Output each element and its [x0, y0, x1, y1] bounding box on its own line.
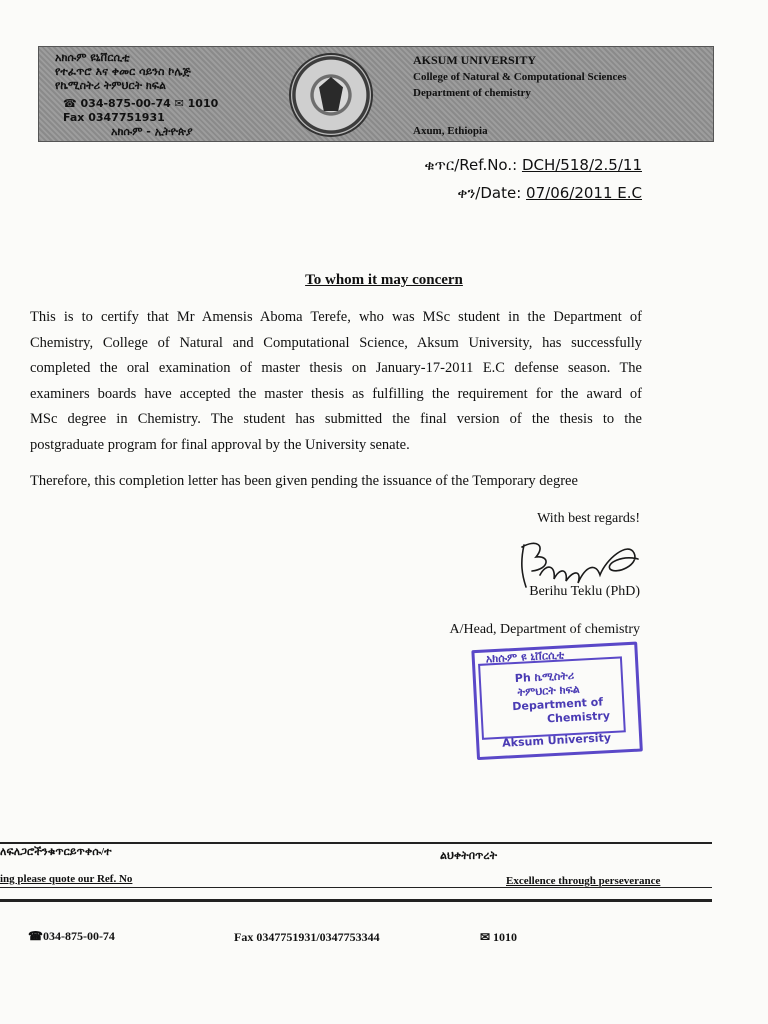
date-label: ቀን/Date: [457, 184, 522, 202]
paragraph-line: postgraduate program for final approval by the University senate. [30, 436, 410, 453]
stamp-line: Chemistry [546, 709, 611, 726]
footer-rule [0, 899, 712, 902]
completion-paragraph: Therefore, this completion letter has been given pending the issuance of the Temporary degree [30, 473, 578, 489]
letter-date [457, 184, 642, 202]
paragraph-line: examiners boards have accepted the master thesis as fulfilling the requirement for the award of [30, 385, 642, 402]
ref-value: DCH/518/2.5/11 [521, 156, 642, 174]
footer-fax: Fax 0347751931/0347753344 [234, 930, 380, 944]
paragraph-line: MSc degree in Chemistry. The student has submitted the final version of the thesis to the [30, 411, 642, 427]
stamp-line: Department of [512, 695, 604, 714]
letterhead-amharic-line: የኬሚስትሪ ትምህርት ክፍል [55, 79, 167, 92]
university-seal-icon [289, 53, 373, 137]
certification-paragraph [30, 305, 642, 458]
letterhead-university-name: AKSUM UNIVERSITY [413, 53, 537, 67]
paragraph-line: completed the oral examination of master thesis on January-17-2011 E.C defense season. The [30, 360, 642, 376]
letterhead-college-name: College of Natural & Computational Sciences [413, 71, 627, 83]
stamp-line: ትምህርት ክፍል [517, 682, 581, 699]
paragraph-line: This is to certify that Mr Amensis Aboma Terefe, who was MSc student in the Department of [30, 309, 642, 325]
seal-emblem-icon [319, 77, 343, 111]
stamp-line: Ph ኬሚስትሪ [514, 668, 575, 686]
letterhead-amharic-line: አክሱም ዩኒቨርሲቲ [55, 51, 130, 64]
stamp-line: አክሱም ዩ ኒቨርሲቲ [485, 648, 565, 666]
date-value: 07/06/2011 E.C [526, 184, 642, 202]
footer-quote-text: ing please quote our Ref. No [0, 873, 133, 885]
letterhead-department-name: Department of chemistry [413, 87, 531, 99]
footer-amharic-quote: ለፍለጋሮችንቁጥርይጥቀሱ/ተ [0, 846, 112, 858]
department-stamp [463, 635, 645, 762]
letterhead-city-amharic: አክሱም - ኢትዮጵያ [111, 125, 193, 138]
closing-remark: With best regards! [537, 511, 640, 526]
footer-pobox: ✉ 1010 [480, 930, 518, 944]
letterhead-amharic-line: የተፈጥሮ እና ቀመር ሳይንስ ኮሌጅ [55, 65, 191, 78]
letter-subject: To whom it may concern [305, 272, 463, 288]
footer-rule [0, 842, 712, 844]
reference-number [424, 156, 642, 174]
paragraph-line: Chemistry, College of Natural and Computational Science, Aksum University, has successfully [30, 334, 642, 351]
letterhead-contact-line: ☎ 034-875-00-74 ✉ 1010 [63, 97, 219, 110]
ref-label: ቁጥር/Ref.No.: [424, 156, 518, 174]
stamp-line: Aksum University [501, 731, 612, 750]
signer-position: A/Head, Department of chemistry [449, 622, 640, 637]
footer-phone: ☎034-875-00-74 [28, 929, 115, 943]
footer-amharic-motto: ልህቀትበጥረት [440, 850, 497, 862]
letterhead-banner [38, 46, 714, 142]
footer-rule [0, 887, 712, 888]
footer-motto: Excellence through perseverance [506, 875, 661, 887]
letterhead-city: Axum, Ethiopia [413, 125, 488, 137]
signer-name: Berihu Teklu (PhD) [529, 584, 640, 599]
letterhead-fax-line: Fax 0347751931 [63, 111, 165, 124]
